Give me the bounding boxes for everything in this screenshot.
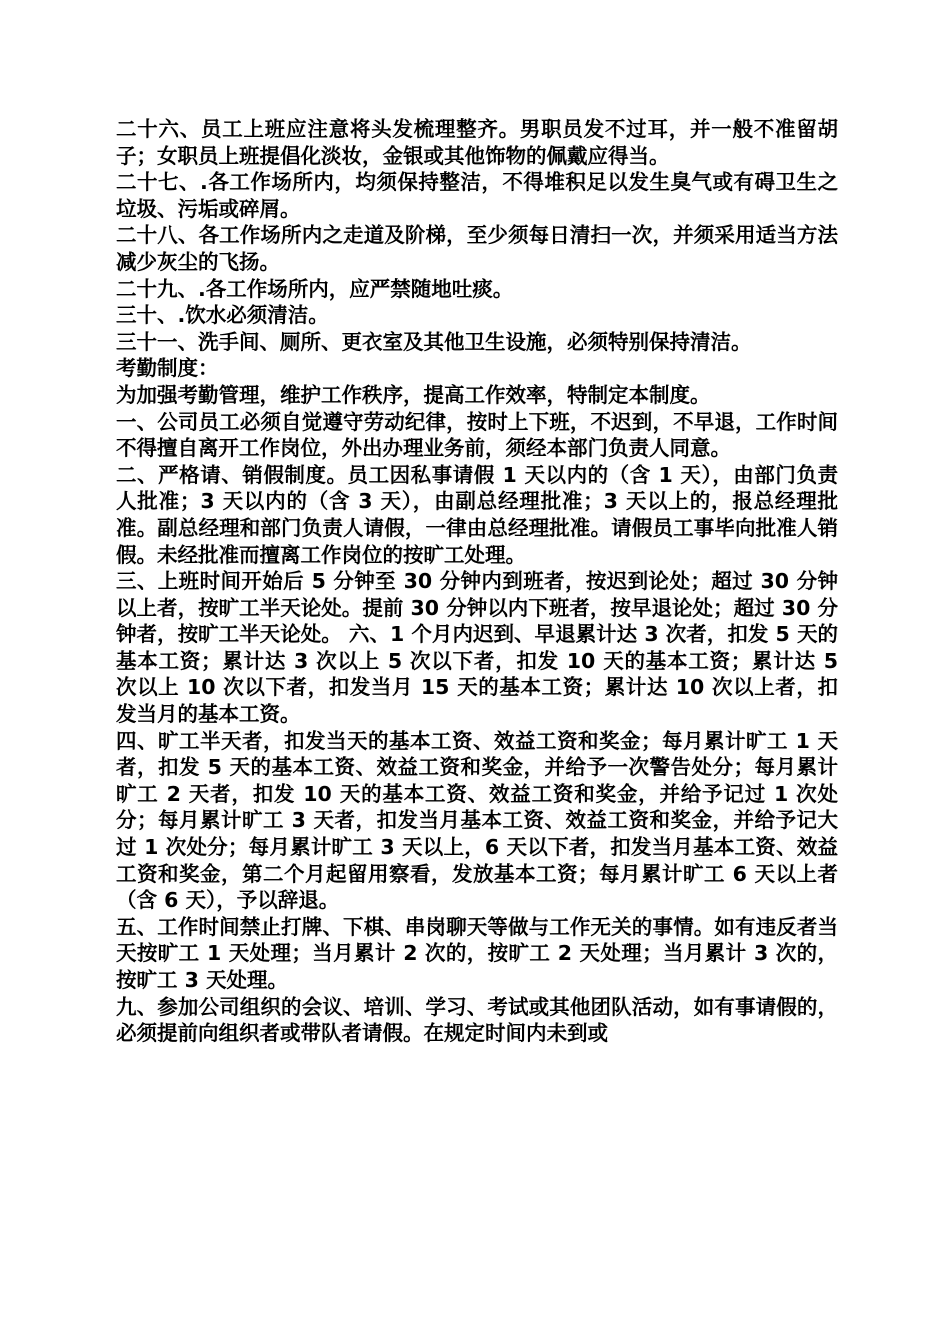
paragraph-rule-27: 二十七、.各工作场所内，均须保持整洁，不得堆积足以发生臭气或有碍卫生之垃圾、污垢或碎屑。: [116, 170, 838, 221]
document-page: [116, 116, 838, 1047]
paragraph-attendance-1: 一、公司员工必须自觉遵守劳动纪律，按时上下班，不迟到，不早退，工作时间不得擅自离开工作岗位，外出办理业务前，须经本部门负责人同意。: [116, 409, 838, 461]
paragraph-rule-30: 三十、.饮水必须清洁。: [116, 303, 329, 328]
paragraph-attendance-2: 二、严格请、销假制度。员工因私事请假 1 天以内的（含 1 天），由部门负责人批准；3 天以内的（含 3 天），由副总经理批准；3 天以上的，报总经理批准。副总经理和部门负责人请假，一律由总经理批准。请假员工事毕向批准人销假。未经批准而擅离工作岗位的按旷工处理。: [116, 462, 838, 567]
paragraph-attendance-5: 五、工作时间禁止打牌、下棋、串岗聊天等做与工作无关的事情。如有违反者当天按旷工 1 天处理；当月累计 2 次的，按旷工 2 天处理；当月累计 3 次的，按旷工 3 天处理。: [116, 914, 838, 992]
paragraph-rule-31: 三十一、洗手间、厕所、更衣室及其他卫生设施，必须特别保持清洁。: [116, 329, 752, 354]
paragraph-rule-28: 二十八、各工作场所内之走道及阶梯，至少须每日清扫一次，并须采用适当方法减少灰尘的飞扬。: [116, 223, 838, 274]
section-heading-attendance: 考勤制度：: [116, 356, 219, 381]
paragraph-attendance-intro: 为加强考勤管理，维护工作秩序，提高工作效率，特制定本制度。: [116, 382, 711, 407]
paragraph-attendance-3: 三、上班时间开始后 5 分钟至 30 分钟内到班者，按迟到论处；超过 30 分钟以上者，按旷工半天论处。提前 30 分钟以内下班者，按早退论处；超过 30 分钟者，按旷工半天论处。 六、1 个月内迟到、早退累计达 3 次者，扣发 5 天的基本工资；累计达 3 次以上 5 次以下者，扣发 10 天的基本工资；累计达 5 次以上 10 次以下者，扣发当月 15 天的基本工资；累计达 10 次以上者，扣发当月的基本工资。: [116, 569, 838, 727]
paragraph-rule-26: 二十六、员工上班应注意将头发梳理整齐。男职员发不过耳，并一般不准留胡子；女职员上班提倡化淡妆，金银或其他饰物的佩戴应得当。: [116, 117, 838, 168]
paragraph-attendance-4: 四、旷工半天者，扣发当天的基本工资、效益工资和奖金；每月累计旷工 1 天者，扣发 5 天的基本工资、效益工资和奖金，并给予一次警告处分；每月累计旷工 2 天者，扣发 10 天的基本工资、效益工资和奖金，并给予记过 1 次处分；每月累计旷工 3 天者，扣发当月基本工资、效益工资和奖金，并给予记大过 1 次处分；每月累计旷工 3 天以上，6 天以下者，扣发当月基本工资、效益工资和奖金，第二个月起留用察看，发放基本工资；每月累计旷工 6 天以上者（含 6 天），予以辞退。: [116, 728, 838, 913]
paragraph-attendance-9: 九、参加公司组织的会议、培训、学习、考试或其他团队活动，如有事请假的，必须提前向组织者或带队者请假。在规定时间内未到或: [116, 994, 838, 1046]
paragraph-rule-29: 二十九、.各工作场所内，应严禁随地吐痰。: [116, 276, 514, 301]
